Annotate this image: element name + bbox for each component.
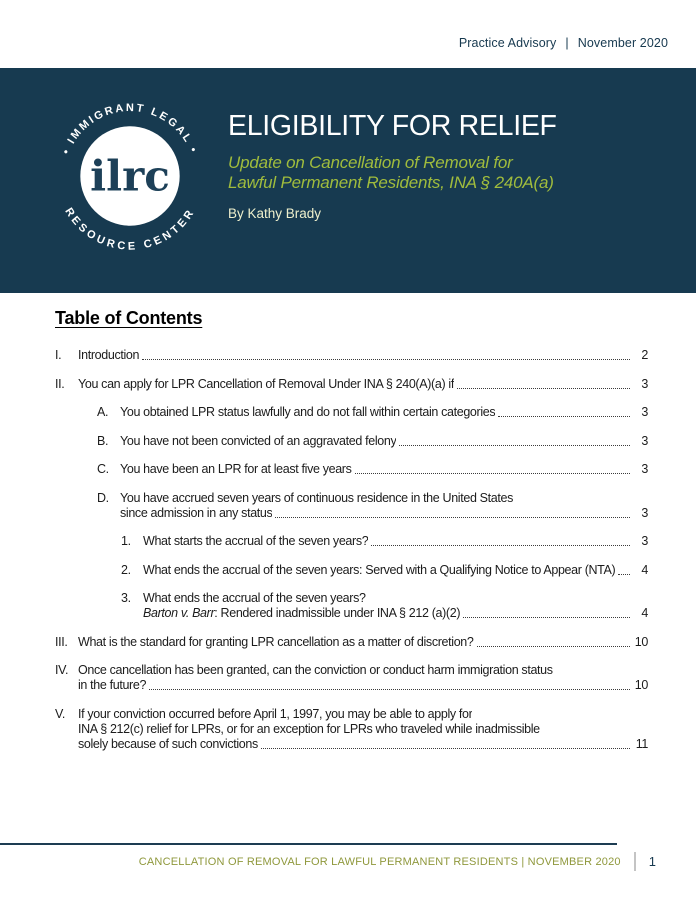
title-band: [0, 68, 696, 293]
toc-entry-label: If your conviction occurred before April 1, 1997, you may be able to apply for: [78, 706, 473, 721]
header-separator: |: [565, 36, 569, 50]
toc-entry-number: I.: [55, 348, 62, 362]
toc-entry-label: What ends the accrual of the seven years?: [143, 591, 366, 605]
toc-entry-number: 3.: [121, 591, 131, 605]
dot-leader: [498, 416, 630, 417]
logo-arc-bottom-text: RESOURCE CENTER: [62, 205, 198, 253]
toc-entry-seven-years-residence: [97, 491, 648, 521]
toc-heading: Table of Contents: [55, 308, 203, 328]
footer-rule: [0, 843, 617, 845]
toc-page-number: 10: [634, 634, 648, 649]
subtitle-line-1: Update on Cancellation of Removal for: [228, 153, 513, 172]
toc-entry-introduction: [55, 348, 648, 363]
dot-leader: [457, 388, 630, 389]
dot-leader: [463, 617, 630, 618]
footer-running-title: CANCELLATION OF REMOVAL FOR LAWFUL PERMANENT RESIDENTS | NOVEMBER 2020: [138, 855, 621, 868]
toc-entry-number: IV.: [55, 663, 69, 677]
toc-entry-label: You have accrued seven years of continuous residence in the United States: [120, 490, 514, 505]
toc-entry-label-continued: [143, 606, 460, 621]
toc-entry-label: You can apply for LPR Cancellation of Removal Under INA § 240(A)(a) if: [78, 376, 454, 391]
toc-page-number: 10: [634, 678, 648, 692]
toc-entry-accrual-start: [121, 534, 648, 549]
toc-entry-label: You have been an LPR for at least five years: [120, 462, 352, 476]
table-of-contents: [55, 308, 648, 765]
dot-leader: [618, 574, 630, 575]
footer-page-number: 1: [648, 854, 656, 869]
toc-entry-label: What starts the accrual of the seven years?: [143, 534, 369, 548]
toc-entry-label-continued: solely because of such convictions: [78, 736, 258, 751]
toc-page-number: 3: [641, 505, 648, 520]
toc-page-number: 4: [641, 562, 648, 577]
toc-entry-label: Introduction: [78, 348, 140, 362]
toc-entry-discretion-standard: [55, 635, 648, 650]
header-text-block: [228, 110, 668, 221]
toc-entry-lpr-cancellation: [55, 377, 648, 392]
toc-page-number: 3: [641, 534, 648, 548]
toc-page-number: 11: [635, 736, 648, 751]
page-title: ELIGIBILITY FOR RELIEF: [228, 110, 557, 142]
toc-entry-label-continued: since admission in any status: [120, 505, 273, 520]
toc-entry-label: You obtained LPR status lawfully and do not fall within certain categories: [120, 405, 496, 419]
toc-entry-number: III.: [55, 634, 68, 649]
toc-entry-label-continued: in the future?: [78, 678, 147, 692]
toc-entry-aggravated-felony: [97, 434, 648, 449]
toc-entry-number: 2.: [121, 562, 131, 577]
dot-leader: [399, 445, 630, 446]
toc-entry-accrual-end-barton: [121, 591, 648, 621]
document-type-header: [459, 36, 668, 50]
toc-entry-number: 1.: [121, 534, 131, 548]
toc-entry-lpr-status: [97, 405, 648, 420]
dot-leader: [355, 473, 630, 474]
toc-entry-number: D.: [97, 490, 109, 505]
toc-page-number: 4: [641, 606, 648, 620]
doc-type-label: Practice Advisory: [458, 36, 557, 50]
toc-page-number: 3: [641, 405, 648, 419]
doc-date-label: November 2020: [577, 36, 668, 50]
toc-page-number: 3: [641, 462, 648, 476]
subtitle-line-2: Lawful Permanent Residents, INA § 240A(a): [228, 172, 554, 192]
ilrc-logo: [44, 90, 216, 262]
toc-entry-label: You have not been convicted of an aggravated felony: [120, 433, 397, 448]
toc-entry-label: What is the standard for granting LPR cancellation as a matter of discretion?: [78, 634, 474, 649]
toc-entry-accrual-end-nta: [121, 563, 648, 578]
logo-arc-top-text: • IMMIGRANT LEGAL •: [60, 101, 200, 156]
footer-divider: [634, 852, 636, 871]
toc-entry-five-years: [97, 462, 648, 477]
toc-page-number: 2: [641, 348, 648, 362]
toc-entry-number: B.: [97, 433, 109, 448]
author-byline: By Kathy Brady: [228, 206, 322, 221]
dot-leader: [275, 517, 630, 518]
toc-entry-number: V.: [55, 706, 65, 721]
toc-page-number: 3: [641, 433, 648, 448]
dot-leader: [261, 748, 630, 749]
toc-entry-label: Once cancellation has been granted, can the conviction or conduct harm immigration status: [78, 663, 553, 677]
toc-entry-future-harm: [55, 663, 648, 693]
case-name-italic: Barton v. Barr: [143, 606, 215, 620]
toc-entry-number: A.: [97, 405, 109, 419]
dot-leader: [142, 359, 630, 360]
toc-entry-number: II.: [55, 376, 65, 391]
logo-monogram: ilrc: [90, 151, 170, 201]
page-subtitle: [228, 153, 668, 192]
toc-page-number: 3: [641, 376, 648, 391]
toc-entry-number: C.: [97, 462, 109, 476]
case-name-rest: : Rendered inadmissible under INA § 212 (a)(2): [214, 606, 461, 620]
toc-entry-212c-relief: [55, 707, 648, 752]
dot-leader: [149, 689, 630, 690]
toc-entry-label: What ends the accrual of the seven years: Served with a Qualifying Notice to Appear (NTA): [143, 562, 616, 577]
dot-leader: [371, 545, 630, 546]
dot-leader: [477, 646, 631, 647]
toc-entry-label-continued: INA § 212(c) relief for LPRs, or for an exception for LPRs who traveled while inadmissible: [78, 721, 540, 736]
toc-entries: [55, 348, 648, 752]
page-footer: [0, 843, 696, 871]
